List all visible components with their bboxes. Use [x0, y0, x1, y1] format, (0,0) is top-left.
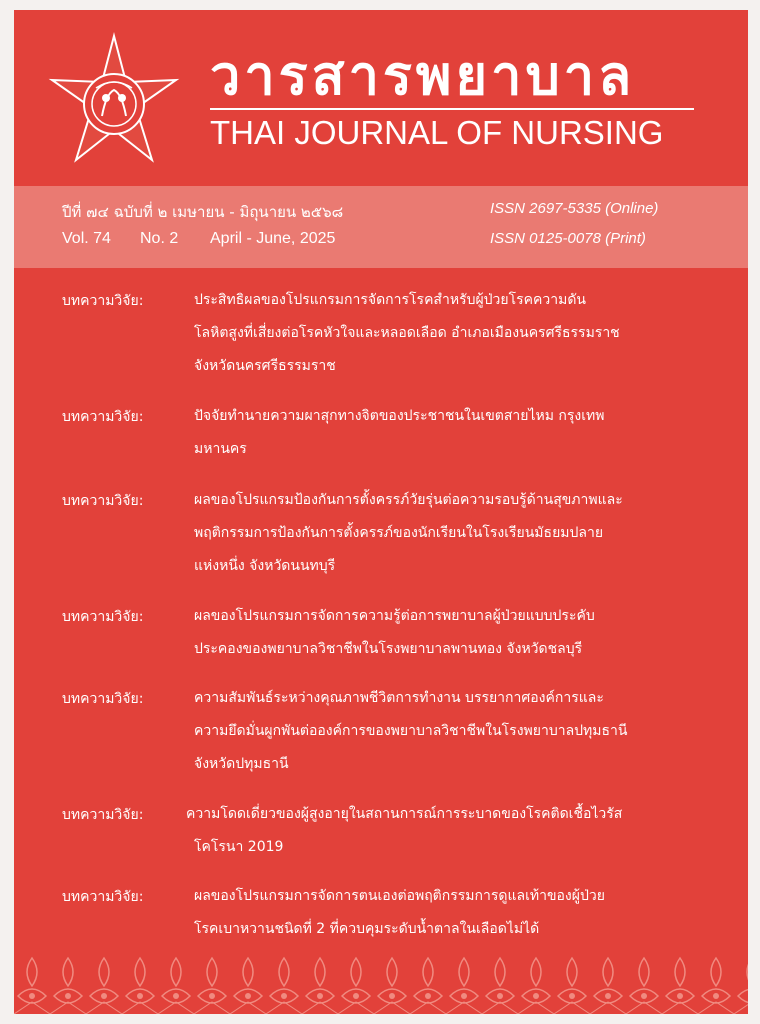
article-title [194, 284, 688, 383]
article-title-line: ประคองของพยาบาลวิชาชีพในโรงพยาบาลพานทอง จังหวัดชลบุรี [194, 641, 583, 657]
nurses-association-star-emblem-icon [44, 32, 184, 172]
article-title-line: ความสัมพันธ์ระหว่างคุณภาพชีวิตการทำงาน บรรยากาศองค์การและ [194, 690, 604, 706]
article-title-line: ความยึดมั่นผูกพันต่อองค์การของพยาบาลวิชาชีพในโรงพยาบาลปทุมธานี [194, 723, 628, 739]
issue-volume: Vol. 74 [62, 230, 111, 247]
article-title [194, 600, 688, 666]
issn-online: ISSN 2697-5335 (Online) [490, 200, 659, 217]
issue-thai-line: ปีที่ ๗๔ ฉบับที่ ๒ เมษายน - มิถุนายน ๒๕๖๘ [62, 203, 344, 221]
article-title-line: โลหิตสูงที่เสี่ยงต่อโรคหัวใจและหลอดเลือด อำเภอเมืองนครศรีธรรมราช [194, 325, 620, 341]
article-title [194, 484, 688, 583]
article-type-label: บทความวิจัย: [62, 889, 144, 905]
article-title-line: ผลของโปรแกรมป้องกันการตั้งครรภ์วัยรุ่นต่อความรอบรู้ด้านสุขภาพและ [194, 492, 623, 508]
article-type-label: บทความวิจัย: [62, 807, 144, 823]
issue-date: April - June, 2025 [210, 230, 336, 247]
journal-title-thai: วารสารพยาบาล [210, 44, 636, 107]
article-title-line: พฤติกรรมการป้องกันการตั้งครรภ์ของนักเรียนในโรงเรียนมัธยมปลาย [194, 525, 604, 541]
issue-number: No. 2 [140, 230, 179, 247]
article-title-line: โคโรนา 2019 [194, 839, 284, 855]
article-title-line: ปัจจัยทำนายความผาสุกทางจิตของประชาชนในเขตสายไหม กรุงเทพ [194, 408, 605, 424]
article-title [194, 400, 688, 466]
article-title-line: ผลของโปรแกรมการจัดการตนเองต่อพฤติกรรมการดูแลเท้าของผู้ป่วย [194, 888, 605, 904]
article-type-label: บทความวิจัย: [62, 691, 144, 707]
article-title-line: แห่งหนึ่ง จังหวัดนนทบุรี [194, 558, 336, 574]
decorative-thai-pattern-border [14, 952, 748, 1014]
article-type-label: บทความวิจัย: [62, 609, 144, 625]
article-title-line: จังหวัดปทุมธานี [194, 756, 289, 772]
article-type-label: บทความวิจัย: [62, 293, 144, 309]
journal-cover [14, 10, 748, 1014]
article-title-line: ประสิทธิผลของโปรแกรมการจัดการโรคสำหรับผู้ป่วยโรคความดัน [194, 292, 587, 308]
article-type-label: บทความวิจัย: [62, 493, 144, 509]
article-title-line: โรคเบาหวานชนิดที่ 2 ที่ควบคุมระดับน้ำตาลในเลือดไม่ได้ [194, 921, 540, 937]
article-title-line: จังหวัดนครศรีธรรมราช [194, 358, 336, 374]
journal-title-english: THAI JOURNAL OF NURSING [210, 114, 664, 151]
article-title [194, 682, 688, 781]
article-title [194, 880, 688, 946]
title-divider [210, 108, 694, 110]
article-title-line: ผลของโปรแกรมการจัดการความรู้ต่อการพยาบาลผู้ป่วยแบบประคับ [194, 608, 595, 624]
issue-band [14, 186, 748, 268]
article-title [186, 798, 680, 864]
article-title-line: มหานคร [194, 441, 247, 457]
article-title-line: ความโดดเดี่ยวของผู้สูงอายุในสถานการณ์การระบาดของโรคติดเชื้อไวรัส [186, 806, 623, 822]
article-type-label: บทความวิจัย: [62, 409, 144, 425]
issn-print: ISSN 0125-0078 (Print) [490, 230, 646, 247]
